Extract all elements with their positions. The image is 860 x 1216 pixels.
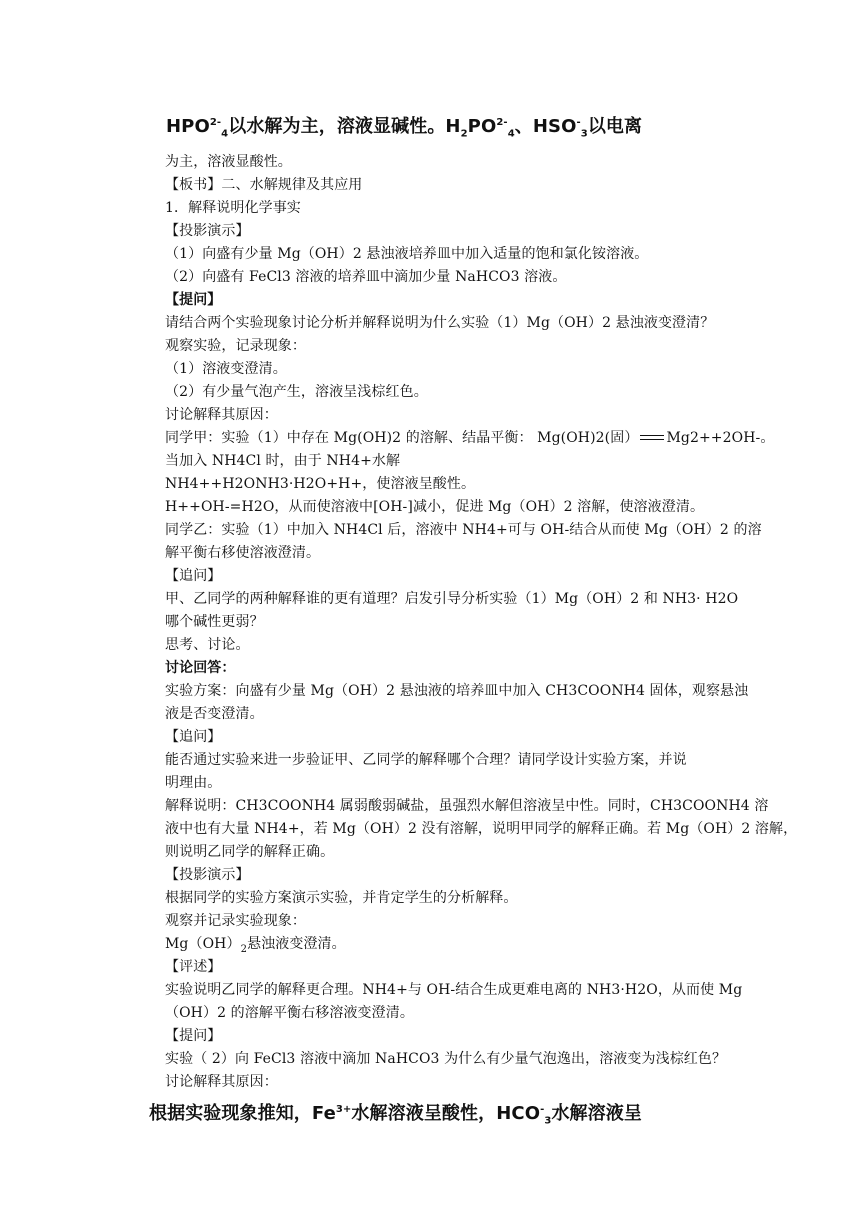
text-line: 观察实验，记录现象： [165, 338, 306, 354]
heading-top-part: PO [467, 116, 497, 137]
text-line: 明理由。 [165, 775, 222, 791]
heading-top-part: 以水解为主，溶液显碱性。H [228, 116, 461, 137]
text-line: （1）向盛有少量 Mg（OH）2 悬浊液培养皿中加入适量的饱和氯化铵溶液。 [165, 246, 649, 262]
text-line: 讨论解释其原因： [165, 407, 278, 423]
superscript: 2- [209, 117, 222, 128]
superscript: 3+ [335, 1104, 352, 1115]
text-line: 【板书】二、水解规律及其应用 [165, 177, 363, 193]
text-line: 液中也有大量 NH4+，若 Mg（OH）2 没有溶解，说明甲同学的解释正确。若 Mg（OH）2 溶解， [165, 821, 798, 837]
subscript: 4 [221, 128, 229, 140]
text-line: 1．解释说明化学事实 [165, 200, 301, 216]
text-line: H++OH-=H2O，从而使溶液中[OH-]减小，促进 Mg（OH）2 溶解，使溶液澄清。 [165, 499, 705, 515]
text-line: 实验（ 2）向 FeCl3 溶液中滴加 NaHCO3 为什么有少量气泡逸出，溶液变为浅棕红色？ [165, 1051, 727, 1067]
text-line: 【追问】 [165, 568, 222, 584]
text-line: 同学乙：实验（1）中加入 NH4Cl 后，溶液中 NH4+可与 OH-结合从而使 Mg（OH）2 的溶 [165, 522, 762, 538]
text-line: 【提问】 [165, 292, 222, 308]
text-line: 请结合两个实验现象讨论分析并解释说明为什么实验（1）Mg（OH）2 悬浊液变澄清？ [165, 315, 715, 331]
text-line: 哪个碱性更弱？ [165, 614, 264, 630]
text-line: 思考、讨论。 [165, 637, 250, 653]
text-line: 液是否变澄清。 [165, 706, 264, 722]
text-line: 【投影演示】 [165, 867, 250, 883]
heading-top-part: 、HSO [514, 116, 577, 137]
text-segment: Mg（OH） [165, 936, 241, 952]
text-line: （2）有少量气泡产生，溶液呈浅棕红色。 [165, 384, 428, 400]
text-line-formula [165, 935, 346, 953]
text-line: 解平衡右移使溶液澄清。 [165, 545, 321, 561]
subscript: 4 [507, 128, 515, 140]
text-line: NH4++H2ONH3·H2O+H+，使溶液呈酸性。 [165, 476, 476, 492]
text-line: 观察并记录实验现象： [165, 913, 306, 929]
heading-bottom-part: 根据实验现象推知，Fe [149, 1103, 336, 1124]
heading-bottom [149, 1103, 642, 1125]
text-segment: 悬浊液变澄清。 [247, 936, 346, 952]
text-line: 讨论回答： [165, 660, 236, 676]
text-line: 根据同学的实验方案演示实验，并肯定学生的分析解释。 [165, 890, 518, 906]
text-line: 讨论解释其原因： [165, 1074, 278, 1090]
text-line: （OH）2 的溶解平衡右移溶液变澄清。 [165, 1005, 414, 1021]
heading-top-part: HPO [166, 116, 210, 137]
text-line: 【投影演示】 [165, 223, 250, 239]
text-line: 当加入 NH4Cl 时，由于 NH4+水解 [165, 453, 401, 469]
text-line: 实验方案：向盛有少量 Mg（OH）2 悬浊液的培养皿中加入 CH3COONH4 固体，观察悬浊 [165, 683, 749, 699]
superscript: 2- [496, 117, 508, 128]
text-line: 【评述】 [165, 959, 222, 975]
text-line: 为主，溶液显酸性。 [165, 154, 292, 170]
text-line: 实验说明乙同学的解释更合理。NH4+与 OH-结合生成更难电离的 NH3·H2O，从而使 Mg [165, 982, 743, 998]
text-line: 则说明乙同学的解释正确。 [165, 844, 335, 860]
superscript: - [576, 117, 581, 128]
text-line: 【提问】 [165, 1028, 222, 1044]
heading-bottom-part: 水解溶液呈酸性，HCO [351, 1103, 541, 1124]
subscript: 2 [240, 943, 248, 955]
subscript: 3 [544, 1115, 552, 1127]
text-line-equilibrium [165, 429, 774, 447]
equilibrium-arrow-icon [640, 433, 664, 443]
text-segment: 同学甲：实验（1）中存在 Mg(OH)2 的溶解、结晶平衡： Mg(OH)2(固） [165, 430, 639, 446]
heading-top [166, 116, 642, 138]
superscript: - [540, 1104, 545, 1115]
heading-top-part: 以电离 [587, 116, 643, 137]
subscript: 3 [580, 128, 588, 140]
text-line: （2）向盛有 FeCl3 溶液的培养皿中滴加少量 NaHCO3 溶液。 [165, 269, 567, 285]
text-segment: Mg2++2OH-。 [666, 430, 775, 446]
text-line: 解释说明：CH3COONH4 属弱酸弱碱盐，虽强烈水解但溶液呈中性。同时，CH3COONH4 溶 [165, 798, 769, 814]
text-line: 甲、乙同学的两种解释谁的更有道理？启发引导分析实验（1）Mg（OH）2 和 NH3· H2O [165, 591, 739, 607]
text-line: 【追问】 [165, 729, 222, 745]
text-line: 能否通过实验来进一步验证甲、乙同学的解释哪个合理？请同学设计实验方案，并说 [165, 752, 687, 768]
heading-bottom-part: 水解溶液呈 [551, 1103, 642, 1124]
subscript: 2 [460, 128, 468, 140]
text-line: （1）溶液变澄清。 [165, 361, 287, 377]
